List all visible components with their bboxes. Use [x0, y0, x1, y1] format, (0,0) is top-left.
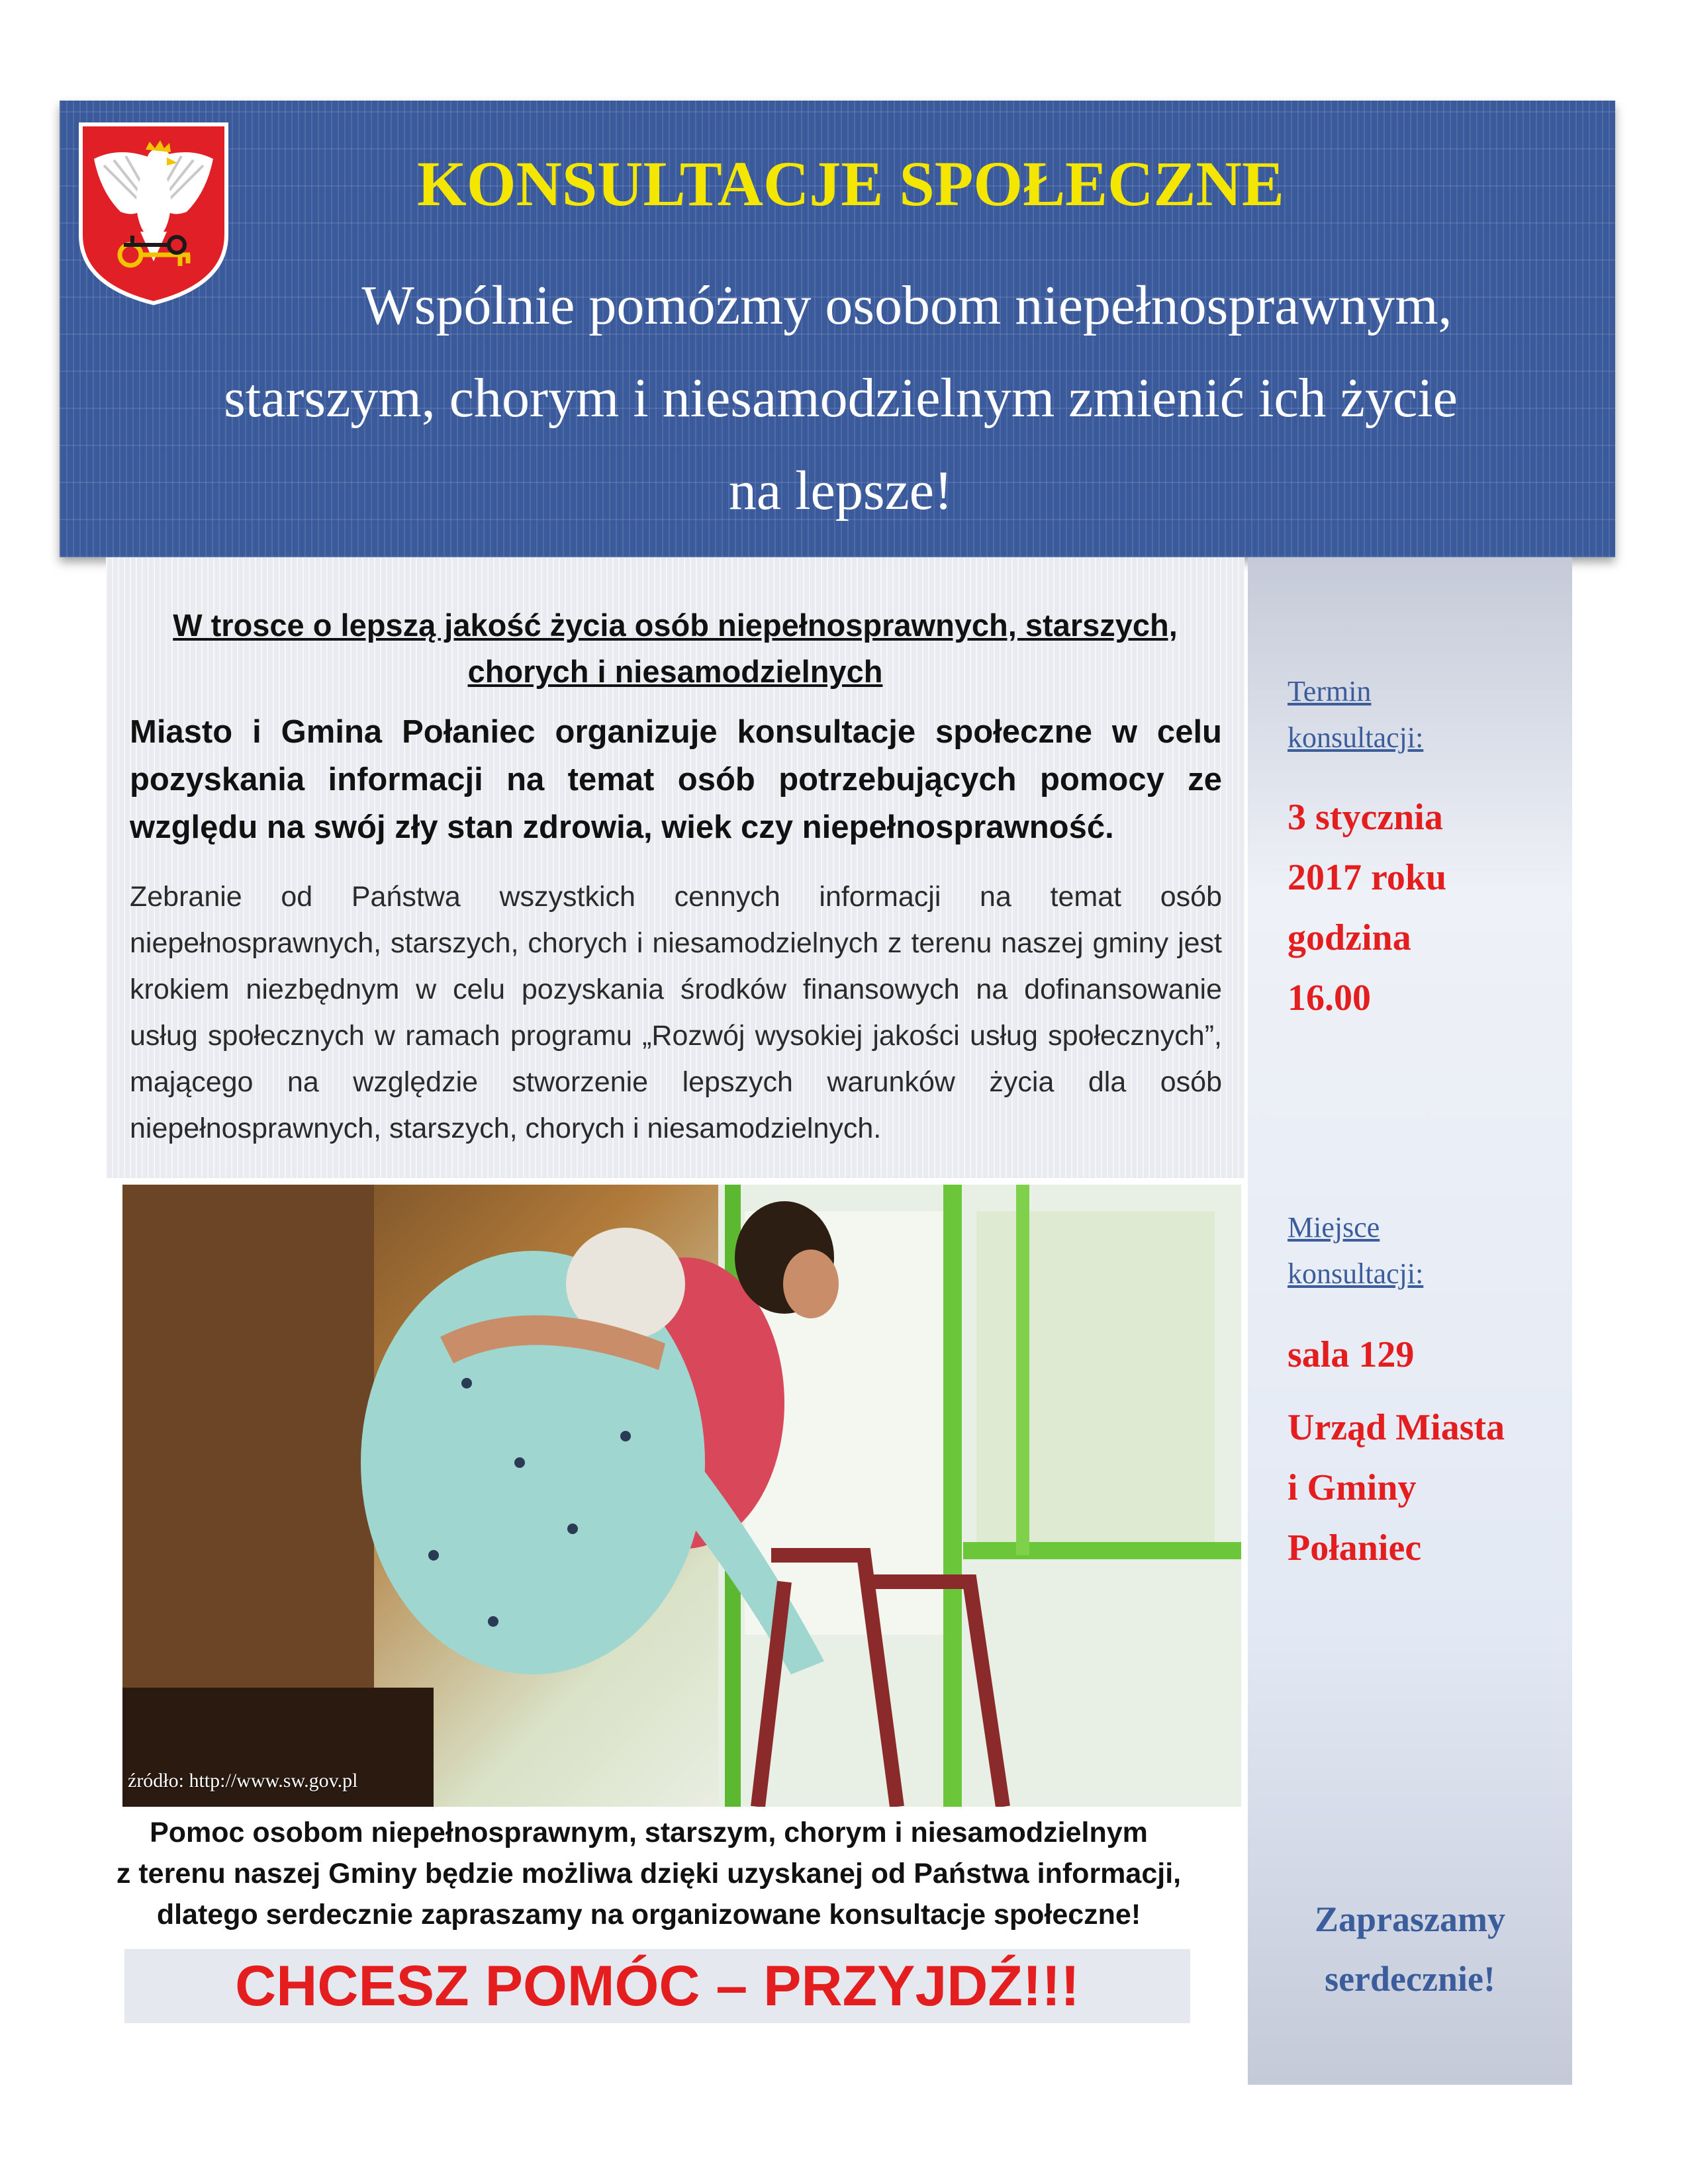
- subtitle-line-1: Wspólnie pomóżmy osobom niepełnosprawnym,: [361, 275, 1452, 336]
- closing-line-2: serdecznie!: [1325, 1959, 1495, 1999]
- header-banner: [60, 101, 1615, 557]
- date-line-2: 2017 roku: [1288, 857, 1447, 898]
- closing-paragraph: [66, 1812, 1231, 1935]
- closing-invitation: [1248, 1889, 1572, 2009]
- term-label: [1288, 668, 1423, 761]
- call-to-action-box: [124, 1949, 1190, 2023]
- subtitle-line-3: na lepsze!: [728, 460, 953, 522]
- room-number: sala 129: [1288, 1334, 1415, 1375]
- closing-paragraph-line-1: Pomoc osobom niepełnosprawnym, starszym, chorym i niesamodzielnym: [150, 1817, 1148, 1848]
- closing-paragraph-line-2: z terenu naszej Gminy będzie możliwa dzięki uzyskanej od Państwa informacji,: [116, 1858, 1182, 1889]
- panel-intro: Miasto i Gmina Połaniec organizuje konsultacje społeczne w celu pozyskania informacji na temat osób potrzebujących pomocy ze względu na swój zły stan zdrowia, wiek czy niepełnosprawność.: [130, 714, 1222, 845]
- place-label-line-2: konsultacji:: [1288, 1257, 1424, 1290]
- venue-line-3: Połaniec: [1288, 1527, 1422, 1569]
- closing-line-1: Zapraszamy: [1315, 1899, 1505, 1939]
- panel-heading: W trosce o lepszą jakość życia osób niepełnosprawnych, starszych, chorych i niesamodzielnych: [173, 608, 1178, 689]
- date-line-1: 3 stycznia: [1288, 797, 1443, 838]
- consultation-date: [1288, 788, 1446, 1028]
- time-line-2: 16.00: [1288, 978, 1371, 1019]
- time-line-1: godzina: [1288, 917, 1411, 958]
- photo-credit: źródło: http://www.sw.gov.pl: [128, 1770, 358, 1792]
- subtitle-line-2: starszym, chorym i niesamodzielnym zmienić ich życie: [224, 367, 1458, 429]
- venue-line-2: i Gminy: [1288, 1467, 1417, 1508]
- info-panel: [106, 557, 1244, 1178]
- place-label-line-1: Miejsce: [1288, 1211, 1380, 1244]
- venue-line-1: Urząd Miasta: [1288, 1407, 1505, 1448]
- sidebar: [1248, 557, 1572, 2085]
- term-label-line-2: konsultacji:: [1288, 721, 1424, 754]
- closing-paragraph-line-3: dlatego serdecznie zapraszamy na organizowane konsultacje społeczne!: [156, 1899, 1141, 1931]
- place-label: [1288, 1205, 1423, 1297]
- call-to-action: CHCESZ POMÓC – PRZYJDŹ!!!: [235, 1954, 1080, 2018]
- panel-body: Zebranie od Państwa wszystkich cennych informacji na temat osób niepełnosprawnych, starszych, chorych i niesamodzielnych z terenu naszej gminy jest krokiem niezbędnym w celu pozyskania środków finansowych na dofinansowanie usług społecznych w ramach programu „Rozwój wysokiej jakości usług społecznych”, mającego na względzie stworzenie lepszych warunków życia dla osób niepełnosprawnych, starszych, chorych i niesamodzielnych.: [130, 881, 1222, 1144]
- page-title: KONSULTACJE SPOŁECZNE: [417, 148, 1284, 219]
- caregiver-photo: [122, 1185, 1241, 1807]
- venue-name: [1288, 1398, 1505, 1578]
- term-label-line-1: Termin: [1288, 675, 1372, 707]
- banner-subtitle: [79, 259, 1602, 537]
